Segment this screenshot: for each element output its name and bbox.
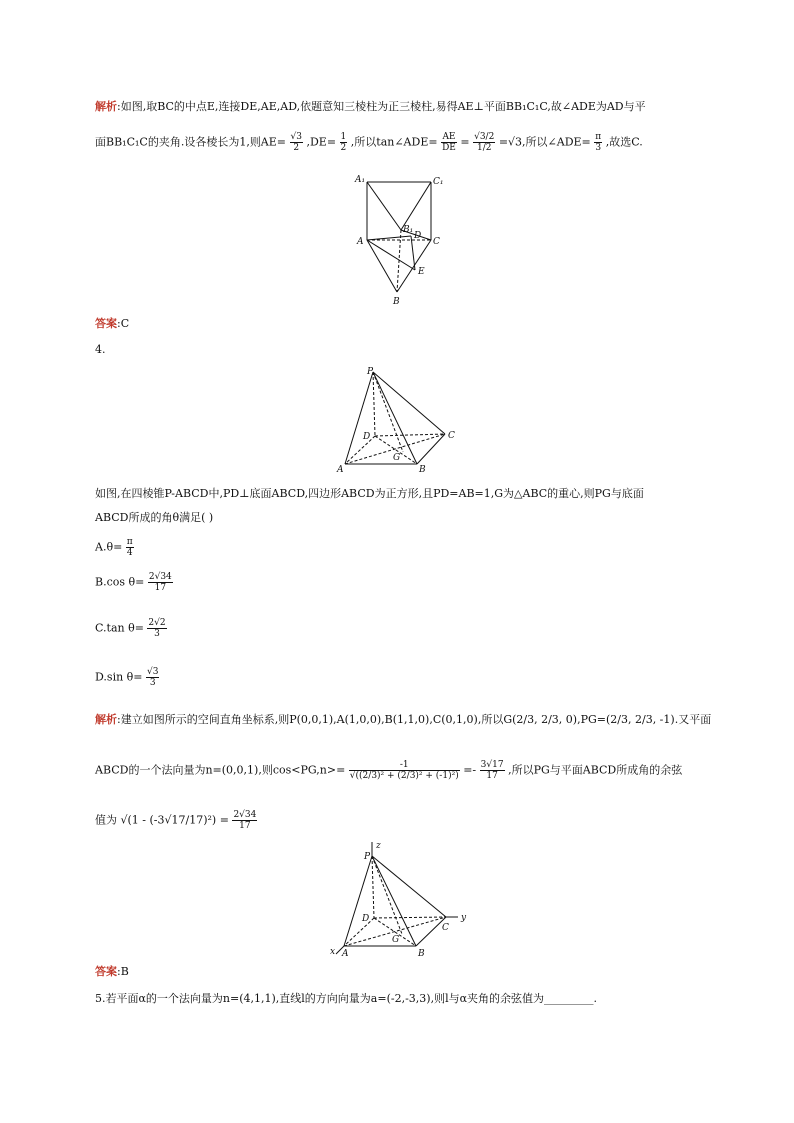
label-c: C [442,923,449,933]
edge-c-b [397,240,431,292]
edge-a-e [367,240,415,270]
edge-p-b [372,856,416,946]
label-p: P [364,852,371,862]
fraction: $\frac{\pi}{3}$ [595,132,602,153]
label-x: x [330,947,336,957]
q3-answer: 答案:C [95,317,130,330]
coordinate-pyramid-figure [330,840,480,962]
edge-p-d [373,372,375,436]
edge-p-g [373,372,403,452]
fraction: $\frac{√3}{2}$ [290,132,302,153]
q3-analysis-line1: 解析:如图,取BC的中点E,连接DE,AE,AD,依题意知三棱柱为正三棱柱,易得AE⊥平面BB₁C₁C,故∠ADE为AD与平 [95,100,646,113]
q4-stem-line2: ABCD所成的角θ满足( ) [95,511,214,524]
edge-c1-b1 [401,182,431,230]
edge-p-c [373,372,445,434]
label-y: y [461,913,467,923]
q4-stem-line1: 如图,在四棱锥P-ABCD中,PD⊥底面ABCD,四边形ABCD为正方形,且PD=AB=1,G为△ABC的重心,则PG与底面 [95,487,644,500]
q5-question: 5.若平面α的一个法向量为n=(4,1,1),直线l的方向向量为a=(-2,-3,3),则l与α夹角的余弦值为_________. [95,992,598,1005]
pyramid-figure [335,364,465,476]
edge-a-d [367,236,411,240]
label-a1: A₁ [355,175,366,185]
q4-analysis-line2: ABCD的一个法向量为n=(0,0,1),则cos<PG,n>= $\frac{-1}{\text{√((2/3)² + (2/3)² + (-1)²)}}$ =- $\frac{3√17}{17}$ ,所以PG与平面ABCD所成角的余弦 [95,760,683,781]
label-g: G [393,453,401,463]
q4-option-d: D.sin θ= $\frac{√3}{3}$ [95,667,159,688]
label-z: z [376,841,381,851]
label-p: P [367,367,374,377]
edge-a1-b1 [367,182,401,230]
label-g: G [392,935,400,945]
fraction: $\frac{√3/2}{1/2}$ [474,132,495,153]
edge-p-d [372,856,374,918]
label-a: A [357,237,364,247]
edge-p-g [372,856,402,934]
q4-answer: 答案:B [95,965,129,978]
label-b: B [419,465,426,475]
label-c: C [448,431,455,441]
edge-d-e [411,236,415,270]
edge-d-c [375,434,445,436]
label-b1: B₁ [403,225,414,235]
edge-p-b [373,372,417,464]
prism-figure [345,170,455,310]
q4-analysis-line1: 解析:建立如图所示的空间直角坐标系,则P(0,0,1),A(1,0,0),B(1,1,0),C(0,1,0),所以G(2/3, 2/3, 0),PG=(2/3, 2/3, -1).又平面 [95,713,712,726]
edge-b-c [417,434,445,464]
q4-number: 4. [95,343,106,356]
fraction: $\frac{AE}{DE}$ [442,132,456,153]
label-b: B [393,297,400,307]
label-c1: C₁ [433,177,444,187]
label-d: D [414,231,422,241]
label-a: A [342,949,349,959]
q4-option-a: A.θ= $\frac{\pi}{4}$ [95,537,133,558]
q3-analysis-line2: 面BB₁C₁C的夹角.设各棱长为1,则AE= $\frac{√3}{2}$ ,DE= $\frac{1}{2}$ ,所以tan∠ADE= $\frac{AE}{DE}$ = $\frac{√3/2}{1/2}$ =√3,所以∠ADE= $\frac{\pi}{3}$ ,故选C. [95,132,643,153]
edge-p-c [372,856,446,917]
analysis-label: 解析 [95,100,117,113]
q4-option-b: B.cos θ= $\frac{2√34}{17}$ [95,572,172,593]
label-d: D [363,432,371,442]
label-b: B [418,949,425,959]
edge-d-c [374,917,446,918]
label-c: C [433,237,440,247]
label-a: A [337,465,344,475]
q4-option-c: C.tan θ= $\frac{2√2}{3}$ [95,618,166,639]
fraction: $\frac{1}{2}$ [340,132,347,153]
edge-p-a [345,372,373,464]
q4-analysis-line3: 值为 √(1 - (-3√17/17)²) = $\frac{2√34}{17}$ [95,810,257,831]
edge-a-b [367,240,397,292]
label-e: E [418,267,425,277]
label-d: D [362,914,370,924]
answer-blank: _________ [544,992,594,1005]
